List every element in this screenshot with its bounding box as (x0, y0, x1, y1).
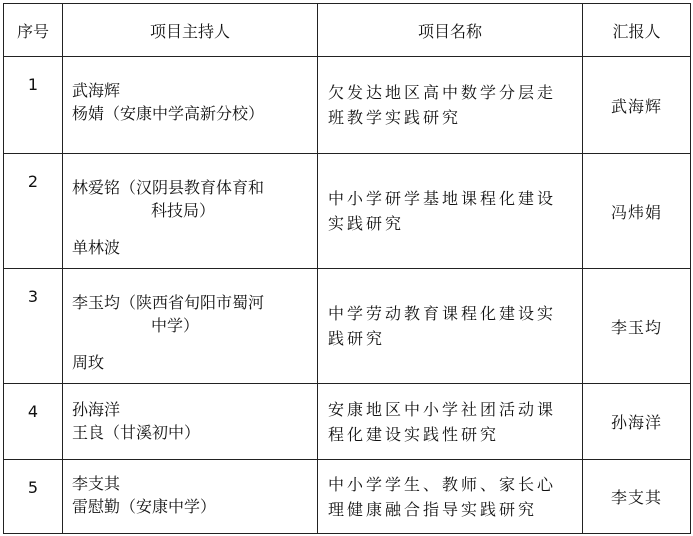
row-leaders (63, 384, 318, 460)
leader-name: 武海辉 (72, 81, 121, 100)
row-reporter: 冯炜娟 (583, 154, 691, 269)
row-leaders (63, 57, 318, 154)
row-number: 2 (4, 154, 63, 269)
row-leaders (63, 460, 318, 534)
row-leaders (63, 154, 318, 269)
table-row (4, 460, 691, 534)
row-reporter: 李玉均 (583, 269, 691, 384)
row-reporter: 李支其 (583, 460, 691, 534)
row-project-name: 中小学研学基地课程化建设实践研究 (318, 154, 583, 269)
row-number: 3 (4, 269, 63, 384)
leader-name: 王良（甘溪初中） (72, 423, 201, 442)
leader-name: 杨婧（安康中学高新分校） (72, 104, 265, 123)
leader-name: 单林波 (72, 238, 121, 257)
row-number: 4 (4, 384, 63, 460)
leader-name: 林爱铭（汉阴县教育体育和 (72, 178, 265, 197)
row-project-name: 欠发达地区高中数学分层走班教学实践研究 (318, 57, 583, 154)
leader-name-continuation: 中学） (151, 316, 200, 335)
row-project-name: 中学劳动教育课程化建设实践研究 (318, 269, 583, 384)
leader-name-continuation: 科技局） (151, 201, 216, 220)
header-project-name: 项目名称 (318, 4, 583, 57)
row-number: 1 (4, 57, 63, 154)
leader-name: 李支其 (72, 474, 121, 493)
header-reporter: 汇报人 (583, 4, 691, 57)
leader-name: 雷慰勤（安康中学） (72, 497, 217, 516)
table-row (4, 269, 691, 384)
row-leaders (63, 269, 318, 384)
leader-name: 李玉均（陕西省旬阳市蜀河 (72, 293, 265, 312)
row-reporter: 武海辉 (583, 57, 691, 154)
leader-name: 孙海洋 (72, 400, 121, 419)
header-number: 序号 (4, 4, 63, 57)
row-reporter: 孙海洋 (583, 384, 691, 460)
row-project-name: 安康地区中小学社团活动课程化建设实践性研究 (318, 384, 583, 460)
table-header-row (4, 4, 691, 57)
header-leader: 项目主持人 (63, 4, 318, 57)
leader-name: 周玫 (72, 353, 105, 372)
table-row (4, 384, 691, 460)
row-project-name: 中小学学生、教师、家长心理健康融合指导实践研究 (318, 460, 583, 534)
row-number: 5 (4, 460, 63, 534)
table-row (4, 57, 691, 154)
table-row (4, 154, 691, 269)
project-table (3, 3, 691, 534)
